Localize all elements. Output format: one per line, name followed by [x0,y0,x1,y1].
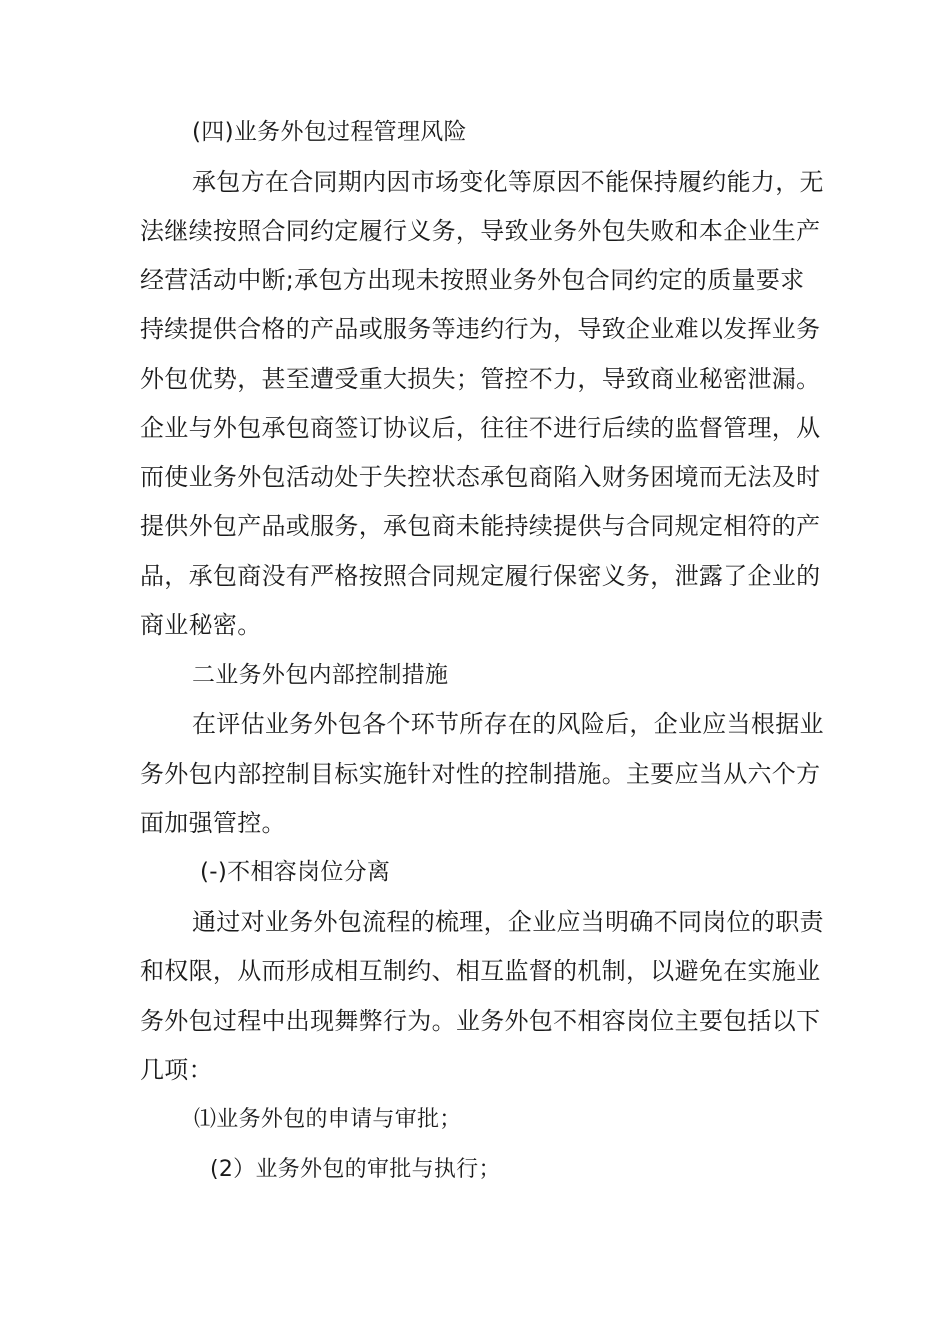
section-heading-outsourcing-process-risk: (四)业务外包过程管理风险 [192,119,467,145]
paragraph-line: 外包优势，甚至遭受重大损失；管控不力，导致商业秘密泄漏。 [140,365,821,393]
section-heading-incompatible-posts: (-)不相容岗位分离 [200,859,391,885]
paragraph-line: 品，承包商没有严格按照合同规定履行保密义务，泄露了企业的 [140,562,821,590]
paragraph-line: 而使业务外包活动处于失控状态承包商陷入财务困境而无法及时 [140,463,821,491]
paragraph-line: 和权限，从而形成相互制约、相互监督的机制，以避免在实施业 [140,957,821,985]
paragraph-line: 在评估业务外包各个环节所存在的风险后，企业应当根据业 [192,710,824,738]
list-item-1: ⑴业务外包的申请与审批； [194,1107,462,1132]
paragraph-line: 商业秘密。 [140,611,262,639]
paragraph-line: 通过对业务外包流程的梳理，企业应当明确不同岗位的职责 [192,908,824,936]
paragraph-line: 承包方在合同期内因市场变化等原因不能保持履约能力，无 [192,168,824,196]
paragraph-line: 企业与外包承包商签订协议后，往往不进行后续的监督管理，从 [140,414,821,442]
paragraph-line: 几项： [140,1056,213,1084]
paragraph-line: 法继续按照合同约定履行义务，导致业务外包失败和本企业生产 [140,217,821,245]
list-item-2: (2）业务外包的审批与执行； [210,1157,501,1182]
paragraph-line: 经营活动中断;承包方出现未按照业务外包合同约定的质量要求 [140,266,805,294]
paragraph-line: 面加强管控。 [140,809,286,837]
section-heading-internal-control-measures: 二业务外包内部控制措施 [192,662,449,688]
paragraph-line: 务外包内部控制目标实施针对性的控制措施。主要应当从六个方 [140,760,821,788]
paragraph-line: 提供外包产品或服务，承包商未能持续提供与合同规定相符的产 [140,512,821,540]
paragraph-line: 务外包过程中出现舞弊行为。业务外包不相容岗位主要包括以下 [140,1007,821,1035]
paragraph-line: 持续提供合格的产品或服务等违约行为，导致企业难以发挥业务 [140,315,821,343]
